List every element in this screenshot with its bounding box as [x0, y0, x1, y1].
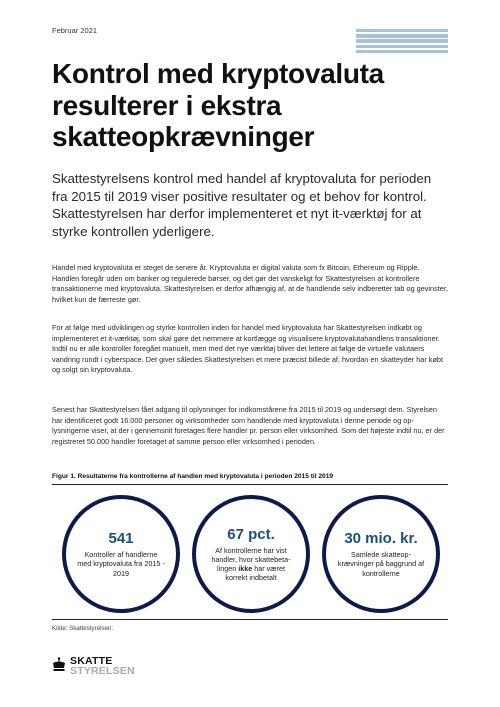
stat-value: 541	[108, 530, 134, 548]
stat-label-part-a: Af kontrollerne har vist handler, hvor skattebetalingen	[211, 545, 291, 573]
figure-bottom-divider	[52, 619, 448, 620]
logo-line-2: STYRELSEN	[70, 665, 135, 677]
stat-value: 30 mio. kr.	[344, 530, 418, 548]
stat-label: Kontroller af handlerne med kryptovaluta fra 2015 - 2019	[77, 550, 165, 578]
body-paragraph-2: For at følge med udviklingen og styrke kontrollen inden for handel med kryptovaluta har Skattestyrelsen indkøbt og implementeret et it-værktøj, som skal gøre det nemmere at kortlægge og visualisere kryptovalutahandlens transaktioner. Indtil nu er alle kontroller foregået manuelt, men med det nye værktøj bliver det lettere at følge de virtuelle valutaers vandring rundt i cyberspace. Det giver således Skattestyrelsen et mere præcist billede af, hvordan en skatteyder har købt og solgt sin kryptovaluta.	[52, 323, 443, 375]
logo-line-1: SKATTE	[70, 655, 113, 667]
figure-title: Figur 1. Resultaterne fra kontrollerne af handlen med kryptovaluta i perioden 2015 til 2019	[52, 473, 334, 480]
page-title: Kontrol med kryptovaluta resulterer i ekstra skatteopkrævninger	[52, 58, 384, 152]
crown-icon	[52, 657, 66, 675]
publication-date: Februar 2021	[52, 26, 98, 35]
stat-circle-controls	[62, 495, 180, 613]
body-paragraph-1: Handel med kryptovaluta er steget de senere år. Kryptovaluta er digital valuta som fx Bitcoin, Ethereum og Ripple. Handlen foregår uden om banker og regulerede børser, og det gør det vanskeligt for Skattestyrelsen at kontrollere transaktionerne med kryptovaluta. Skattestyrelsen er derfor afhængig af, at de handlende selv indberetter tab og gevinster, hvilket kun de færreste gør.	[52, 263, 448, 304]
stat-label-part-b: har været korrekt indbetalt	[225, 564, 285, 583]
stat-label: Samlede skatteopkrævninger på baggrund af kontrollerne	[337, 550, 425, 578]
lead-paragraph: Skattestyrelsens kontrol med handel af kryptovaluta for perioden fra 2015 til 2019 viser positive resultater og et behov for kontrol. Skattestyrelsen har derfor implementeret et nyt it-værktøj for at styrke kontrollen yderligere.	[52, 171, 432, 239]
figure-top-divider	[52, 484, 448, 485]
body-paragraph-3: Senest har Skattestyrelsen fået adgang til oplysninger for indkomstårene fra 2015 til 2019 og undersøgt dem. Styrelsen har identificeret godt 16.000 personer og virksomheder som handlende med kryptovaluta i denne periode og oplysningerne viser, at der i gennemsnit foretages flere handler pr. person eller virksomhed. Som det højeste indtil nu, er der registreret 50.000 handler foretaget af samme person eller virksomhed i perioden.	[52, 405, 445, 446]
stat-circle-collections	[322, 495, 440, 613]
stat-label	[207, 546, 295, 583]
figure-source: Kilde: Skattestyrelsen.	[52, 625, 114, 632]
stat-label-emphasis: ikke	[238, 564, 253, 573]
skattestyrelsen-logo	[52, 656, 135, 676]
stat-value: 67 pct.	[227, 525, 275, 543]
decorative-stripes	[356, 29, 448, 55]
stat-circle-percentage	[192, 495, 310, 613]
